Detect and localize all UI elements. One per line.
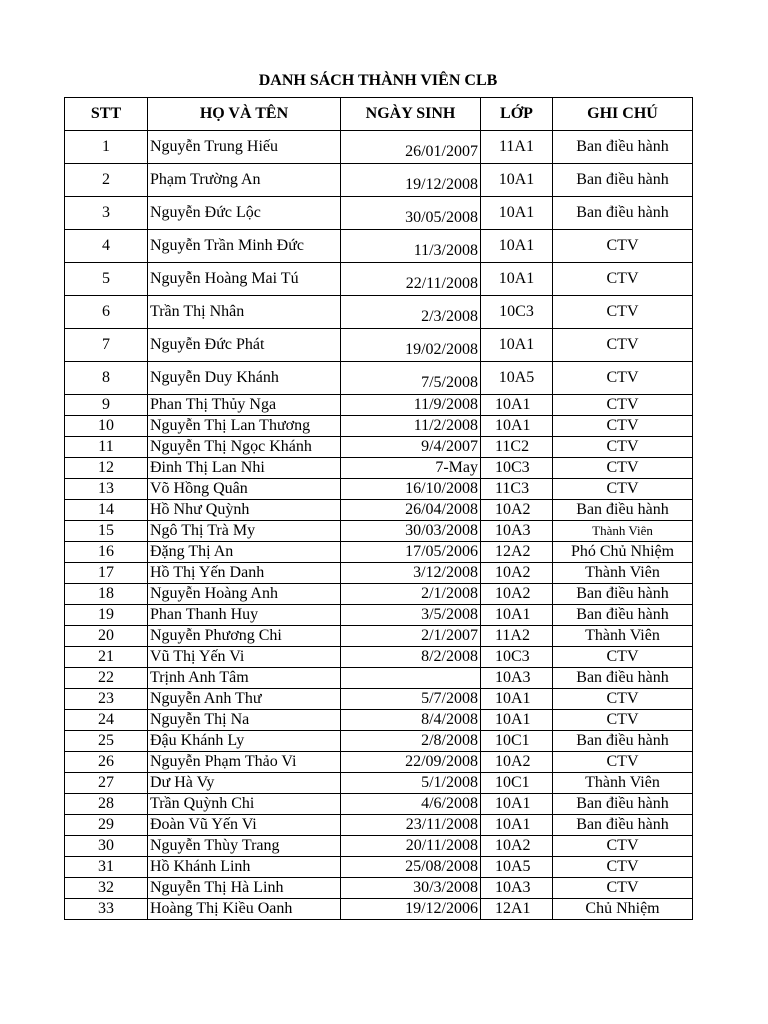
row-stt: 25: [65, 731, 148, 752]
row-dob: 20/11/2008: [341, 836, 481, 857]
row-name: Nguyễn Thị Lan Thương: [148, 416, 341, 437]
row-name: Nguyễn Đức Phát: [148, 329, 341, 362]
table-row: [65, 710, 693, 731]
table-row: [65, 878, 693, 899]
row-name: Nguyễn Trung Hiếu: [148, 131, 341, 164]
table-row: [65, 230, 693, 263]
row-class: 12A1: [481, 899, 553, 920]
row-class: 10A1: [481, 689, 553, 710]
row-note: Ban điều hành: [553, 500, 693, 521]
table-row: [65, 329, 693, 362]
row-note: CTV: [553, 836, 693, 857]
table-row: [65, 626, 693, 647]
table-row: [65, 605, 693, 626]
table-row: [65, 647, 693, 668]
row-note: Ban điều hành: [553, 131, 693, 164]
row-class: 10A5: [481, 857, 553, 878]
row-stt: 13: [65, 479, 148, 500]
row-dob: 30/03/2008: [341, 521, 481, 542]
row-class: 10A1: [481, 197, 553, 230]
row-class: 10A1: [481, 815, 553, 836]
row-stt: 23: [65, 689, 148, 710]
row-dob: 19/02/2008: [341, 329, 481, 362]
table-row: [65, 416, 693, 437]
row-stt: 3: [65, 197, 148, 230]
table-row: [65, 395, 693, 416]
row-name: Nguyễn Hoàng Anh: [148, 584, 341, 605]
row-class: 10A1: [481, 329, 553, 362]
row-note: Ban điều hành: [553, 794, 693, 815]
row-class: 10A1: [481, 710, 553, 731]
table-row: [65, 668, 693, 689]
row-name: Nguyễn Anh Thư: [148, 689, 341, 710]
row-note: CTV: [553, 230, 693, 263]
row-note: CTV: [553, 329, 693, 362]
row-dob: 16/10/2008: [341, 479, 481, 500]
table-row: [65, 458, 693, 479]
row-name: Đậu Khánh Ly: [148, 731, 341, 752]
row-class: 10A2: [481, 836, 553, 857]
row-dob: 8/4/2008: [341, 710, 481, 731]
row-name: Nguyễn Thị Ngọc Khánh: [148, 437, 341, 458]
row-class: 10A1: [481, 164, 553, 197]
row-name: Trần Thị Nhân: [148, 296, 341, 329]
row-name: Dư Hà Vy: [148, 773, 341, 794]
row-stt: 26: [65, 752, 148, 773]
header-row: [65, 98, 693, 131]
row-stt: 20: [65, 626, 148, 647]
row-dob: 2/1/2007: [341, 626, 481, 647]
row-class: 10A1: [481, 395, 553, 416]
row-name: Nguyễn Thị Hà Linh: [148, 878, 341, 899]
row-stt: 18: [65, 584, 148, 605]
row-note: Ban điều hành: [553, 668, 693, 689]
table-row: [65, 836, 693, 857]
row-name: Hoàng Thị Kiều Oanh: [148, 899, 341, 920]
row-name: Nguyễn Phạm Thảo Vi: [148, 752, 341, 773]
row-class: 11C2: [481, 437, 553, 458]
row-stt: 32: [65, 878, 148, 899]
row-class: 10C3: [481, 647, 553, 668]
row-class: 10A3: [481, 878, 553, 899]
table-row: [65, 479, 693, 500]
row-dob: 17/05/2006: [341, 542, 481, 563]
row-class: 11A1: [481, 131, 553, 164]
row-dob: 3/12/2008: [341, 563, 481, 584]
row-dob: 2/3/2008: [341, 296, 481, 329]
row-note: Ban điều hành: [553, 197, 693, 230]
row-stt: 30: [65, 836, 148, 857]
row-dob: 4/6/2008: [341, 794, 481, 815]
table-row: [65, 689, 693, 710]
row-name: Phan Thanh Huy: [148, 605, 341, 626]
row-name: Phạm Trường An: [148, 164, 341, 197]
row-name: Hồ Như Quỳnh: [148, 500, 341, 521]
row-class: 10C1: [481, 773, 553, 794]
table-row: [65, 542, 693, 563]
table-row: [65, 857, 693, 878]
header-class: LỚP: [481, 98, 553, 131]
row-name: Hồ Thị Yến Danh: [148, 563, 341, 584]
document-title: DANH SÁCH THÀNH VIÊN CLB: [258, 72, 498, 89]
row-name: Nguyễn Thùy Trang: [148, 836, 341, 857]
row-class: 11C3: [481, 479, 553, 500]
row-note: Thành Viên: [553, 626, 693, 647]
table-row: [65, 296, 693, 329]
row-dob: 30/3/2008: [341, 878, 481, 899]
table-row: [65, 815, 693, 836]
table-row: [65, 131, 693, 164]
row-stt: 27: [65, 773, 148, 794]
row-dob: 2/8/2008: [341, 731, 481, 752]
row-class: 10A2: [481, 563, 553, 584]
row-stt: 6: [65, 296, 148, 329]
row-name: Nguyễn Thị Na: [148, 710, 341, 731]
row-dob: 25/08/2008: [341, 857, 481, 878]
table-row: [65, 563, 693, 584]
row-stt: 24: [65, 710, 148, 731]
row-stt: 4: [65, 230, 148, 263]
header-stt: STT: [65, 98, 148, 131]
row-stt: 19: [65, 605, 148, 626]
row-name: Trần Quỳnh Chi: [148, 794, 341, 815]
row-note: CTV: [553, 689, 693, 710]
row-dob: 22/11/2008: [341, 263, 481, 296]
table-row: [65, 731, 693, 752]
row-stt: 9: [65, 395, 148, 416]
row-stt: 16: [65, 542, 148, 563]
table-row: [65, 164, 693, 197]
row-stt: 7: [65, 329, 148, 362]
row-class: 12A2: [481, 542, 553, 563]
row-class: 10A2: [481, 752, 553, 773]
row-note: CTV: [553, 857, 693, 878]
row-class: 10A1: [481, 230, 553, 263]
row-dob: 23/11/2008: [341, 815, 481, 836]
member-rows: [65, 131, 693, 920]
row-name: Nguyễn Đức Lộc: [148, 197, 341, 230]
table-row: [65, 362, 693, 395]
row-dob: 22/09/2008: [341, 752, 481, 773]
table-row: [65, 263, 693, 296]
row-note: Thành Viên: [553, 563, 693, 584]
row-dob: 8/2/2008: [341, 647, 481, 668]
row-stt: 8: [65, 362, 148, 395]
member-table: [64, 97, 693, 920]
row-note: Ban điều hành: [553, 584, 693, 605]
table-row: [65, 773, 693, 794]
row-dob: 2/1/2008: [341, 584, 481, 605]
row-class: 11A2: [481, 626, 553, 647]
row-stt: 10: [65, 416, 148, 437]
row-note: CTV: [553, 710, 693, 731]
row-class: 10A1: [481, 263, 553, 296]
row-note: Chủ Nhiệm: [553, 899, 693, 920]
row-class: 10A1: [481, 605, 553, 626]
row-name: Ngô Thị Trà My: [148, 521, 341, 542]
table-row: [65, 437, 693, 458]
row-dob: 11/2/2008: [341, 416, 481, 437]
row-class: 10A1: [481, 794, 553, 815]
row-note: Phó Chủ Nhiệm: [553, 542, 693, 563]
row-stt: 1: [65, 131, 148, 164]
row-dob: [341, 668, 481, 689]
row-stt: 11: [65, 437, 148, 458]
row-dob: 7/5/2008: [341, 362, 481, 395]
row-dob: 5/7/2008: [341, 689, 481, 710]
row-class: 10A2: [481, 500, 553, 521]
row-note: CTV: [553, 416, 693, 437]
row-note: Ban điều hành: [553, 731, 693, 752]
row-note: CTV: [553, 296, 693, 329]
row-stt: 31: [65, 857, 148, 878]
row-dob: 26/01/2007: [341, 131, 481, 164]
row-name: Đặng Thị An: [148, 542, 341, 563]
row-stt: 29: [65, 815, 148, 836]
row-note: Thành Viên: [553, 521, 693, 542]
row-note: CTV: [553, 362, 693, 395]
row-name: Đoàn Vũ Yến Vi: [148, 815, 341, 836]
row-dob: 3/5/2008: [341, 605, 481, 626]
row-dob: 5/1/2008: [341, 773, 481, 794]
row-note: CTV: [553, 479, 693, 500]
row-stt: 2: [65, 164, 148, 197]
row-stt: 15: [65, 521, 148, 542]
row-dob: 19/12/2006: [341, 899, 481, 920]
row-dob: 7-May: [341, 458, 481, 479]
row-name: Nguyễn Phương Chi: [148, 626, 341, 647]
table-row: [65, 752, 693, 773]
row-note: CTV: [553, 647, 693, 668]
row-name: Nguyễn Hoàng Mai Tú: [148, 263, 341, 296]
row-stt: 33: [65, 899, 148, 920]
row-dob: 9/4/2007: [341, 437, 481, 458]
row-stt: 17: [65, 563, 148, 584]
row-note: Ban điều hành: [553, 815, 693, 836]
row-stt: 21: [65, 647, 148, 668]
row-dob: 26/04/2008: [341, 500, 481, 521]
row-class: 10C3: [481, 296, 553, 329]
row-note: Ban điều hành: [553, 164, 693, 197]
row-name: Võ Hồng Quân: [148, 479, 341, 500]
row-note: CTV: [553, 878, 693, 899]
row-name: Phan Thị Thủy Nga: [148, 395, 341, 416]
row-stt: 14: [65, 500, 148, 521]
row-note: CTV: [553, 437, 693, 458]
row-stt: 5: [65, 263, 148, 296]
row-class: 10C1: [481, 731, 553, 752]
row-name: Trịnh Anh Tâm: [148, 668, 341, 689]
row-note: CTV: [553, 263, 693, 296]
row-name: Hồ Khánh Linh: [148, 857, 341, 878]
header-note: GHI CHÚ: [553, 98, 693, 131]
row-class: 10A3: [481, 668, 553, 689]
row-name: Nguyễn Duy Khánh: [148, 362, 341, 395]
row-note: Thành Viên: [553, 773, 693, 794]
row-class: 10A5: [481, 362, 553, 395]
header-name: HỌ VÀ TÊN: [148, 98, 341, 131]
row-dob: 30/05/2008: [341, 197, 481, 230]
row-name: Nguyễn Trần Minh Đức: [148, 230, 341, 263]
table-row: [65, 500, 693, 521]
row-note: CTV: [553, 752, 693, 773]
row-note: Ban điều hành: [553, 605, 693, 626]
table-row: [65, 521, 693, 542]
table-row: [65, 899, 693, 920]
row-stt: 22: [65, 668, 148, 689]
table-row: [65, 794, 693, 815]
row-dob: 11/9/2008: [341, 395, 481, 416]
row-name: Đinh Thị Lan Nhi: [148, 458, 341, 479]
row-dob: 19/12/2008: [341, 164, 481, 197]
row-note: CTV: [553, 395, 693, 416]
row-name: Vũ Thị Yến Vi: [148, 647, 341, 668]
row-class: 10A2: [481, 584, 553, 605]
header-dob: NGÀY SINH: [341, 98, 481, 131]
row-class: 10A1: [481, 416, 553, 437]
row-class: 10A3: [481, 521, 553, 542]
table-row: [65, 584, 693, 605]
row-class: 10C3: [481, 458, 553, 479]
row-stt: 12: [65, 458, 148, 479]
row-dob: 11/3/2008: [341, 230, 481, 263]
row-note: CTV: [553, 458, 693, 479]
table-row: [65, 197, 693, 230]
row-stt: 28: [65, 794, 148, 815]
